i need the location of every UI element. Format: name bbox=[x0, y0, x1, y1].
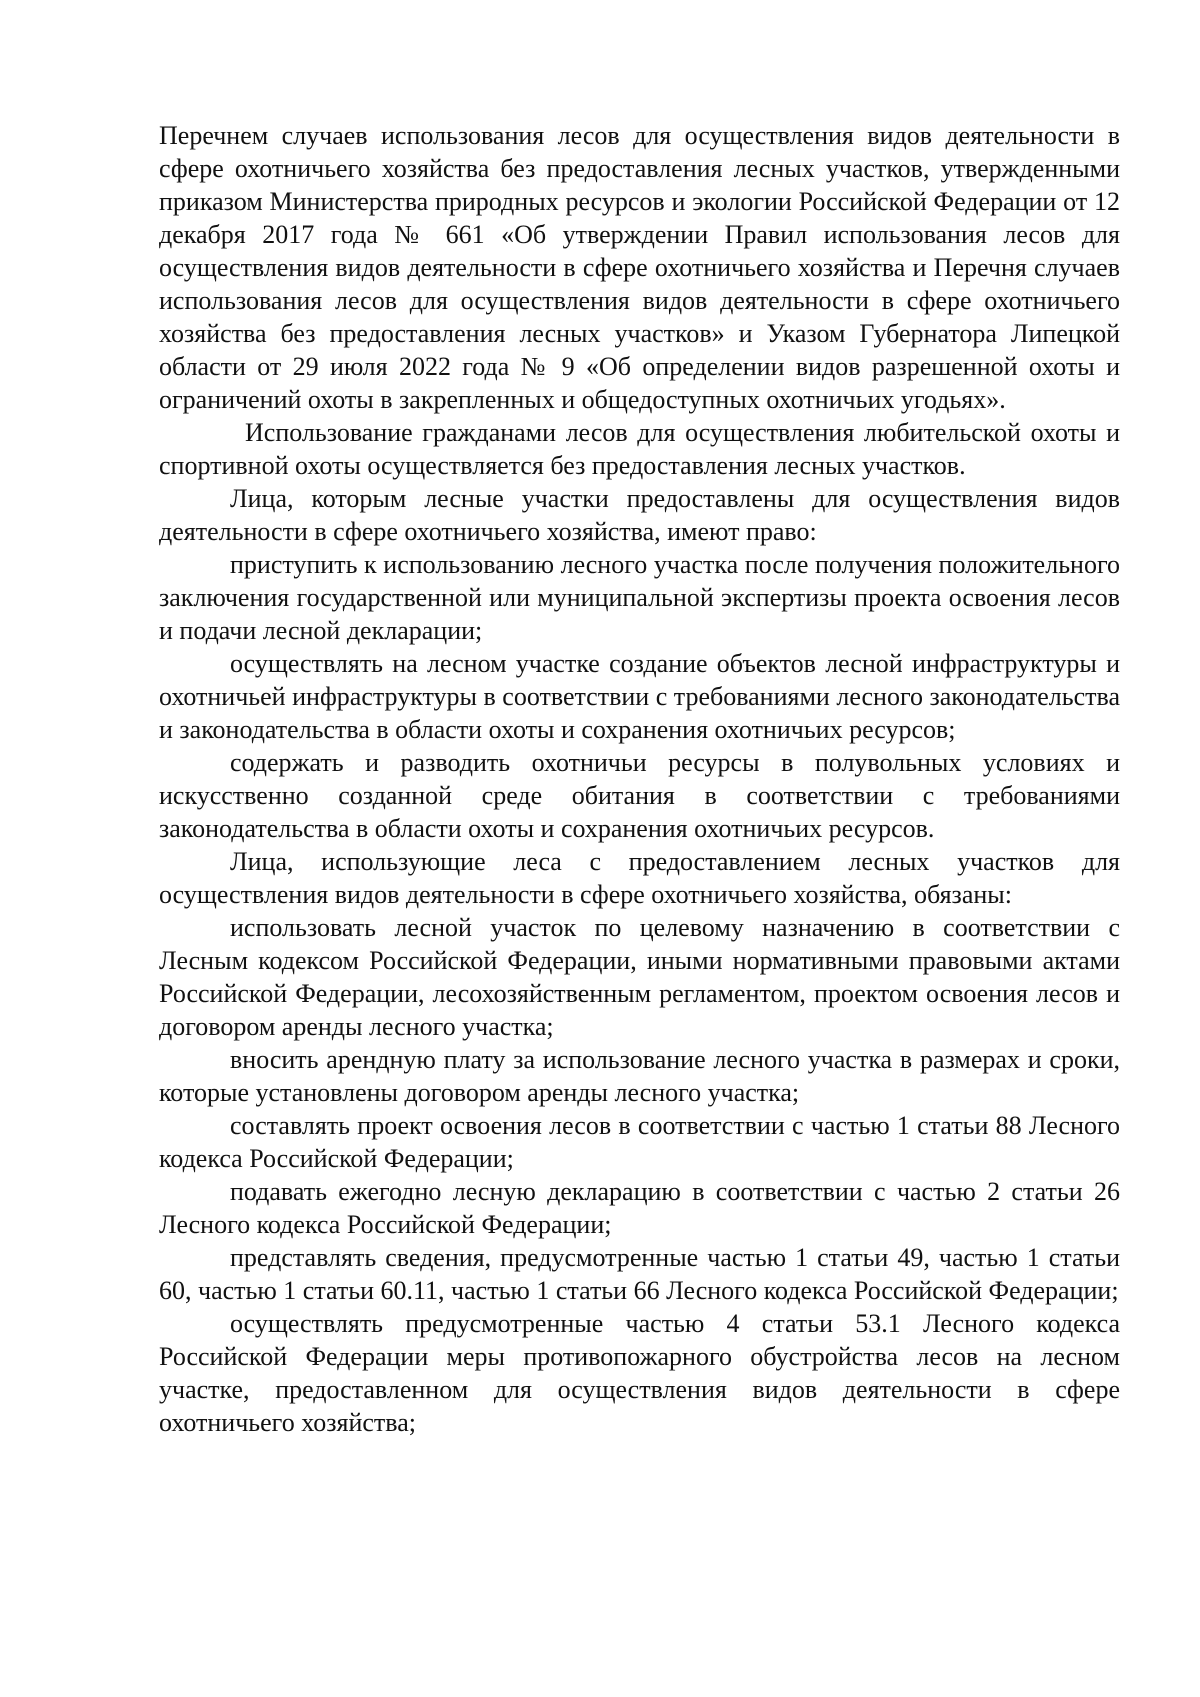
paragraph-7: Лица, использующие леса с предоставлением лесных участков для осуществления видов деятельности в сфере охотничьего хозяйства, обязаны: bbox=[159, 847, 1120, 909]
paragraph-3: Лица, которым лесные участки предоставлены для осуществления видов деятельности в сфере охотничьего хозяйства, имеют право: bbox=[159, 484, 1120, 546]
paragraph-10: составлять проект освоения лесов в соответствии с частью 1 статьи 88 Лесного кодекса Российской Федерации; bbox=[159, 1111, 1120, 1173]
paragraph-1: Перечнем случаев использования лесов для осуществления видов деятельности в сфере охотничьего хозяйства без предоставления лесных участков, утвержденными приказом Министерства природных ресурсов и экологии Российской Федерации от 12 декабря 2017 года № 661 «Об утверждении Правил использования лесов для осуществления видов деятельности в сфере охотничьего хозяйства и Перечня случаев использования лесов для осуществления видов деятельности в сфере охотничьего хозяйства без предоставления лесных участков» и Указом Губернатора Липецкой области от 29 июля 2022 года № 9 «Об определении видов разрешенной охоты и ограничений охоты в закрепленных и общедоступных охотничьих угодьях». bbox=[159, 121, 1120, 414]
paragraph-5: осуществлять на лесном участке создание объектов лесной инфраструктуры и охотничьей инфраструктуры в соответствии с требованиями лесного законодательства и законодательства в области охоты и сохранения охотничьих ресурсов; bbox=[159, 649, 1120, 744]
paragraph-2: Использование гражданами лесов для осуществления любительской охоты и спортивной охоты осуществляется без предоставления лесных участков. bbox=[159, 418, 1120, 480]
paragraph-4: приступить к использованию лесного участка после получения положительного заключения государственной или муниципальной экспертизы проекта освоения лесов и подачи лесной декларации; bbox=[159, 550, 1120, 645]
paragraph-13: осуществлять предусмотренные частью 4 статьи 53.1 Лесного кодекса Российской Федерации меры противопожарного обустройства лесов на лесном участке, предоставленном для осуществления видов деятельности в сфере охотничьего хозяйства; bbox=[159, 1309, 1120, 1437]
document-page bbox=[159, 119, 1120, 1439]
paragraph-9: вносить арендную плату за использование лесного участка в размерах и сроки, которые установлены договором аренды лесного участка; bbox=[159, 1045, 1120, 1107]
paragraph-6: содержать и разводить охотничьи ресурсы в полувольных условиях и искусственно созданной среде обитания в соответствии с требованиями законодательства в области охоты и сохранения охотничьих ресурсов. bbox=[159, 748, 1120, 843]
paragraph-11: подавать ежегодно лесную декларацию в соответствии с частью 2 статьи 26 Лесного кодекса Российской Федерации; bbox=[159, 1177, 1120, 1239]
paragraph-8: использовать лесной участок по целевому назначению в соответствии с Лесным кодексом Российской Федерации, иными нормативными правовыми актами Российской Федерации, лесохозяйственным регламентом, проектом освоения лесов и договором аренды лесного участка; bbox=[159, 913, 1120, 1041]
paragraph-12: представлять сведения, предусмотренные частью 1 статьи 49, частью 1 статьи 60, частью 1 статьи 60.11, частью 1 статьи 66 Лесного кодекса Российской Федерации; bbox=[159, 1243, 1120, 1305]
